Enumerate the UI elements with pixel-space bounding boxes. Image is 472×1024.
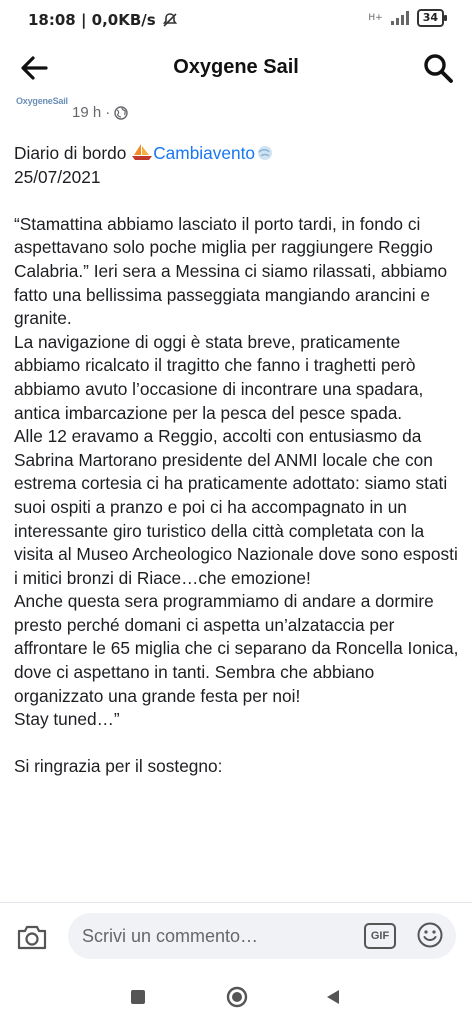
globe-icon xyxy=(114,106,128,120)
diary-label: Diario di bordo xyxy=(14,143,132,163)
meta-separator: · xyxy=(105,104,111,121)
gif-button[interactable]: GIF xyxy=(364,923,396,949)
search-icon[interactable] xyxy=(422,52,454,84)
hashtag-cambiavento[interactable]: Cambiavento xyxy=(153,143,256,163)
post-body xyxy=(14,142,460,779)
status-bar xyxy=(0,0,472,40)
battery-icon xyxy=(417,9,444,27)
emoji-icon[interactable] xyxy=(416,921,444,949)
post-paragraph: Stay tuned…” xyxy=(14,709,120,730)
camera-icon[interactable] xyxy=(16,923,48,951)
post-paragraph: Alle 12 eravamo a Reggio, accolti con entusiasmo da Sabrina Martorano presidente del ANMI locale che con estrema cortesia ci ha praticamente adottato: siamo stati suoi ospiti a pranzo e poi ci ha accompagnato in un interessante giro turistico della città completata con la visita al Museo Archeologico Nazionale dove sono esposti i mitici bronzi di Riace…che emozione! xyxy=(14,426,458,588)
network-type: H+ xyxy=(368,13,383,23)
page-title: Oxygene Sail xyxy=(173,56,299,78)
comment-bar xyxy=(0,902,472,969)
home-icon[interactable] xyxy=(226,986,248,1008)
wind-emoji-icon xyxy=(255,144,277,162)
post-meta xyxy=(72,104,128,121)
recent-apps-icon[interactable] xyxy=(131,990,145,1004)
post-paragraph: Si ringrazia per il sostegno: xyxy=(14,756,223,777)
app-bar xyxy=(0,40,472,96)
comment-placeholder: Scrivi un commento… xyxy=(82,926,259,946)
post-date: 25/07/2021 xyxy=(14,166,101,187)
post-paragraph: La navigazione di oggi è stata breve, praticamente abbiamo ricalcato il tragitto che fanno i traghetti però abbiamo avuto l’occasione di incontrare una spadara, antica imbarcazione per la pesca del pesce spada. xyxy=(14,331,424,423)
post-heading-line xyxy=(14,142,460,166)
post-header xyxy=(14,96,454,136)
system-nav-bar xyxy=(0,968,472,1024)
post-time[interactable]: 19 h xyxy=(72,104,102,121)
mute-icon xyxy=(162,12,178,28)
status-time-speed: 18:08 | 0,0KB/s xyxy=(28,11,156,29)
signal-icon xyxy=(391,11,409,25)
sailboat-emoji-icon xyxy=(131,143,153,161)
battery-level: 34 xyxy=(422,11,438,24)
avatar[interactable] xyxy=(14,96,68,124)
post-paragraph: “Stamattina abbiamo lasciato il porto tardi, in fondo ci aspettavano solo poche miglia per raggiungere Reggio Calabria.” Ieri sera a Messina ci siamo rilassati, abbiamo fatto una bellissima passeggiata mangiando arancini e granite. xyxy=(14,213,448,329)
comment-input[interactable] xyxy=(68,913,456,959)
avatar-logo-text: OxygeneSail xyxy=(16,96,68,106)
post-paragraph: Anche questa sera programmiamo di andare a dormire presto perché domani ci aspetta un’alzataccia per affrontare le 65 miglia che ci separano da Roncella Ionica, dove ci aspettano in tanti. Sembra che abbiano organizzato una grande festa per noi! xyxy=(14,591,459,706)
nav-back-icon[interactable] xyxy=(324,988,342,1006)
